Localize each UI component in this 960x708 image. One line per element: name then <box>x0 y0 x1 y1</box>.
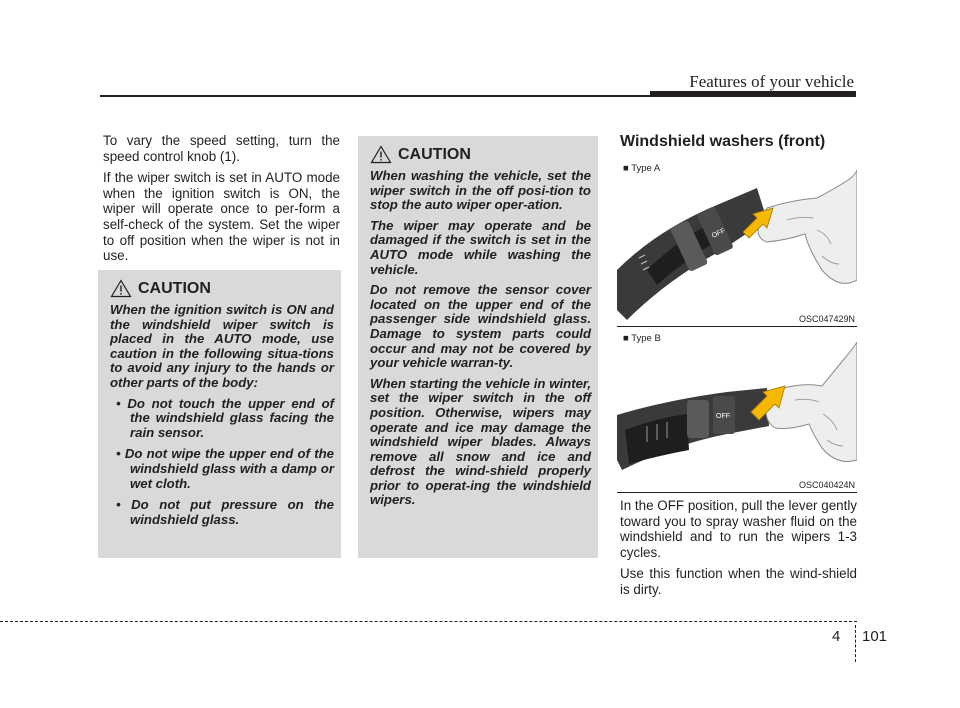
type-label: ■ Type A <box>623 163 661 174</box>
figure-type-b <box>617 330 857 493</box>
page-number-divider <box>855 625 856 662</box>
figure-type-a <box>617 160 857 327</box>
off-label: OFF <box>716 413 730 420</box>
caution-paragraph: The wiper may operate and be damaged if the switch is set in the AUTO mode while washing the vehicle. <box>370 217 591 277</box>
warning-triangle-icon <box>370 145 392 164</box>
caution-intro: When the ignition switch is ON and the windshield wiper switch is placed in the AUTO mode, use caution in the following situa-tions to avoid any injury to the hands or other parts of the body: <box>110 302 334 390</box>
intro-text <box>103 133 340 270</box>
caution-box-rain-sensor <box>98 270 341 558</box>
list-item: • Do not put pressure on the windshield glass. <box>116 497 334 527</box>
list-item: • Do not wipe the upper end of the windshield glass with a damp or wet cloth. <box>116 446 334 491</box>
figure-code: OSC040424N <box>798 480 855 490</box>
caution-list <box>110 397 334 528</box>
caution-paragraph: When washing the vehicle, set the wiper switch in the off posi-tion to stop the auto wiper oper-ation. <box>370 168 591 213</box>
caution-heading <box>110 279 334 298</box>
header-rule-accent <box>650 91 856 97</box>
caution-heading <box>370 145 591 164</box>
warning-triangle-icon <box>110 279 132 298</box>
chapter-header-title: Features of your vehicle <box>689 72 854 91</box>
type-label: ■ Type B <box>623 333 661 344</box>
caution-paragraph: Do not remove the sensor cover located on the upper end of the passenger side windshield glass. Damage to system parts could occur and may not be covered by your vehicle warran-ty. <box>370 282 591 371</box>
paragraph: In the OFF position, pull the lever gently toward you to spray washer fluid on the windshield and to run the wipers 1-3 cycles. <box>620 498 857 560</box>
chapter-number: 4 <box>832 628 841 645</box>
figure-code: OSC047429N <box>798 314 855 324</box>
page-number: 101 <box>862 628 888 645</box>
footer-rule <box>0 621 857 622</box>
off-label: OFF <box>710 227 727 240</box>
caution-title: CAUTION <box>398 145 471 163</box>
section-title: Windshield washers (front) <box>620 133 826 150</box>
wiper-lever-illustration <box>617 330 857 493</box>
caution-title: CAUTION <box>138 279 211 297</box>
list-item: • Do not touch the upper end of the windshield glass facing the rain sensor. <box>116 395 335 440</box>
caution-paragraph: When starting the vehicle in winter, set the wiper switch in the off position. Otherwise, wipers may operate and ice may damage the windshield wiper blades. Always remove all snow and ice and defrost the wind-shield properly prior to operat-ing the windshield wipers. <box>370 375 591 508</box>
paragraph: If the wiper switch is set in AUTO mode when the ignition switch is ON, the wiper will operate once to per-form a self-check of the system. Set the wiper to off position when the wiper is not in use. <box>103 170 340 264</box>
paragraph: Use this function when the wind-shield is dirty. <box>620 566 857 597</box>
wiper-lever-illustration <box>617 160 857 327</box>
washer-text <box>620 498 857 604</box>
caution-box-washing <box>358 136 598 558</box>
paragraph: To vary the speed setting, turn the speed control knob (1). <box>103 133 340 164</box>
